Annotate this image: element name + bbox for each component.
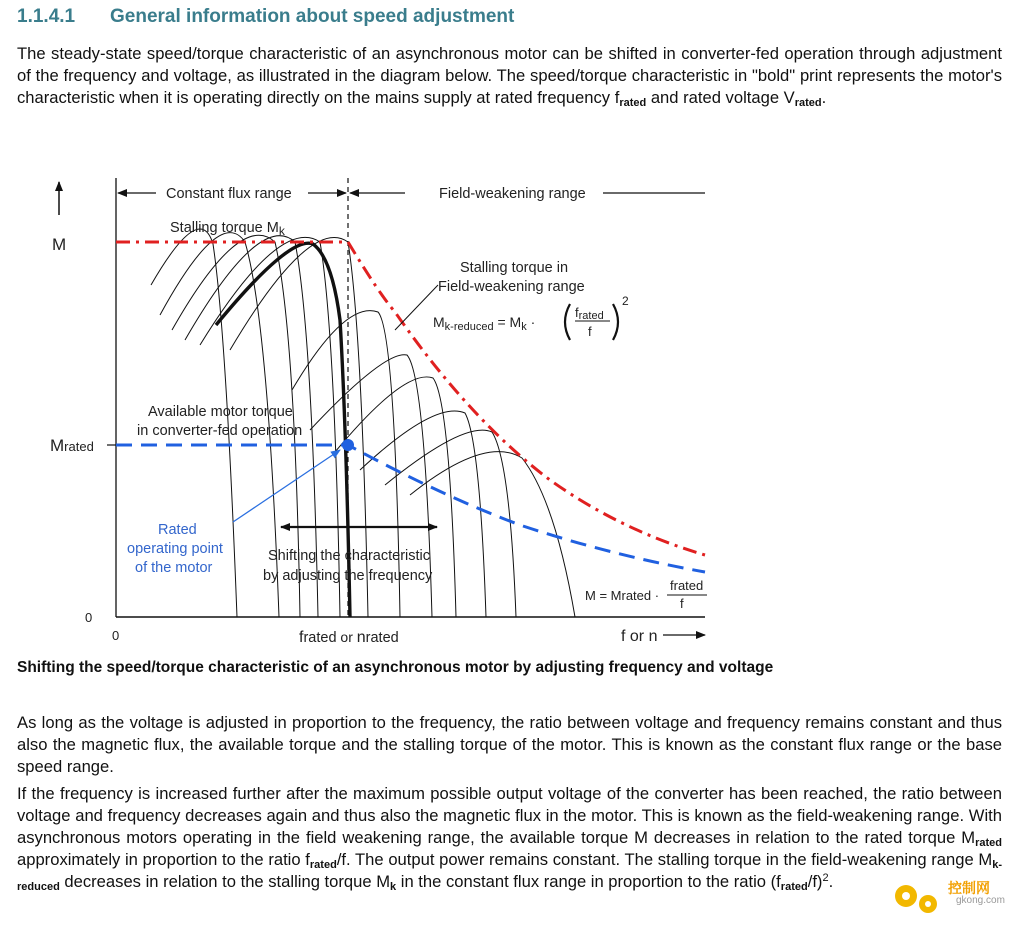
intro-paragraph bbox=[17, 43, 1002, 109]
intro-text: The steady-state speed/torque characteristic of an asynchronous motor can be shifted in converter-fed operation through adjustment of the frequency and voltage, as illustrated in the diagram below. The speed/torque characteristic in "bold" print represents the motor's characteristic when it is operating directly on the mains supply at rated frequency bbox=[17, 44, 1002, 107]
y-axis-label: M bbox=[52, 235, 67, 254]
section-heading bbox=[17, 6, 514, 28]
shift-label-1: Shifting the characteristic bbox=[268, 548, 430, 564]
mk-reduced-formula bbox=[433, 294, 629, 340]
available-torque-label-1: Available motor torque bbox=[148, 404, 293, 420]
rated-operating-point-arrow bbox=[233, 450, 340, 522]
stalling-fw-label-2: Field-weakening range bbox=[438, 279, 585, 295]
field-weakening-range-label: Field-weakening range bbox=[439, 186, 586, 202]
svg-text:f: f bbox=[588, 324, 592, 339]
zero-y-label: 0 bbox=[85, 610, 93, 625]
field-weakening-paragraph: If the frequency is increased further after the maximum possible output voltage of the converter has been reached, the ratio between voltage and frequency decreases again and thus also the magnetic flux in the motor. This is known as the field-weakening range. With asynchronous motors operating in the field weakening range, the available torque M decreases in relation to the rated torque $M_{rated}$ approximately in proportion to the ratio $f_{rated}/f$. The output power remains constant. The stalling torque in the field-weakening range $M_{k-reduced}$ decreases in relation to the stalling torque $M_k$ in the constant flux range in proportion to the ratio $(f_{rated}/f)^2$. bbox=[17, 784, 1002, 893]
intro-f-symbol: f bbox=[614, 88, 620, 107]
rated-op-label-2: operating point bbox=[127, 541, 223, 557]
watermark-domain: gkong.com bbox=[956, 895, 1005, 906]
intro-middle: and rated voltage V bbox=[646, 88, 795, 107]
stalling-torque-red-line bbox=[116, 242, 705, 555]
rated-op-label-1: Rated bbox=[158, 522, 197, 538]
shift-label-2: by adjusting the frequency bbox=[263, 568, 433, 584]
stalling-fw-leader bbox=[395, 285, 438, 330]
svg-text:f: f bbox=[680, 596, 684, 611]
constant-flux-paragraph: As long as the voltage is adjusted in proportion to the frequency, the ratio between voltage and frequency remains constant and thus also the magnetic flux, the available torque and the stalling torque of the motor. This is known as the constant flux range or the base speed range. bbox=[17, 713, 1002, 776]
stalling-torque-label: Stalling torque $M_k$ bbox=[170, 220, 285, 238]
x-axis-end-label: f or n bbox=[621, 628, 658, 645]
m-rated-label: Mrated bbox=[50, 436, 94, 455]
constant-flux-range-label: Constant flux range bbox=[166, 186, 292, 202]
intro-v-sub: rated bbox=[794, 97, 822, 109]
speed-torque-diagram bbox=[0, 160, 1024, 655]
rated-operating-point-dot bbox=[342, 439, 354, 451]
svg-text:Mk-reduced = Mk ·: $M_{k-reduced} = M_k$ · bbox=[433, 314, 536, 333]
rated-op-label-3: of the motor bbox=[135, 560, 213, 576]
x-rated-label: frated or nrated bbox=[299, 629, 399, 646]
figure-caption: Shifting the speed/torque characteristic of an asynchronous motor by adjusting frequency and voltage bbox=[17, 659, 774, 676]
intro-end: . bbox=[821, 88, 827, 107]
stalling-fw-label-1: Stalling torque in bbox=[460, 260, 569, 276]
intro-f-sub: rated bbox=[619, 97, 647, 109]
section-title: General information about speed adjustment bbox=[110, 6, 515, 27]
svg-text:frated: frated bbox=[670, 578, 704, 593]
available-torque-label-2: in converter-fed operation bbox=[137, 423, 303, 439]
m-rated-formula bbox=[585, 578, 707, 611]
watermark-logo bbox=[890, 878, 1020, 918]
watermark-word: 控制网 bbox=[948, 880, 990, 896]
zero-x-label: 0 bbox=[112, 628, 120, 643]
section-number: 1.1.4.1 bbox=[17, 6, 76, 27]
svg-text:2: 2 bbox=[622, 294, 629, 308]
svg-text:frated: frated bbox=[575, 305, 604, 322]
svg-text:M = Mrated ·: M = Mrated · bbox=[585, 588, 660, 603]
gear-icon bbox=[890, 878, 946, 918]
